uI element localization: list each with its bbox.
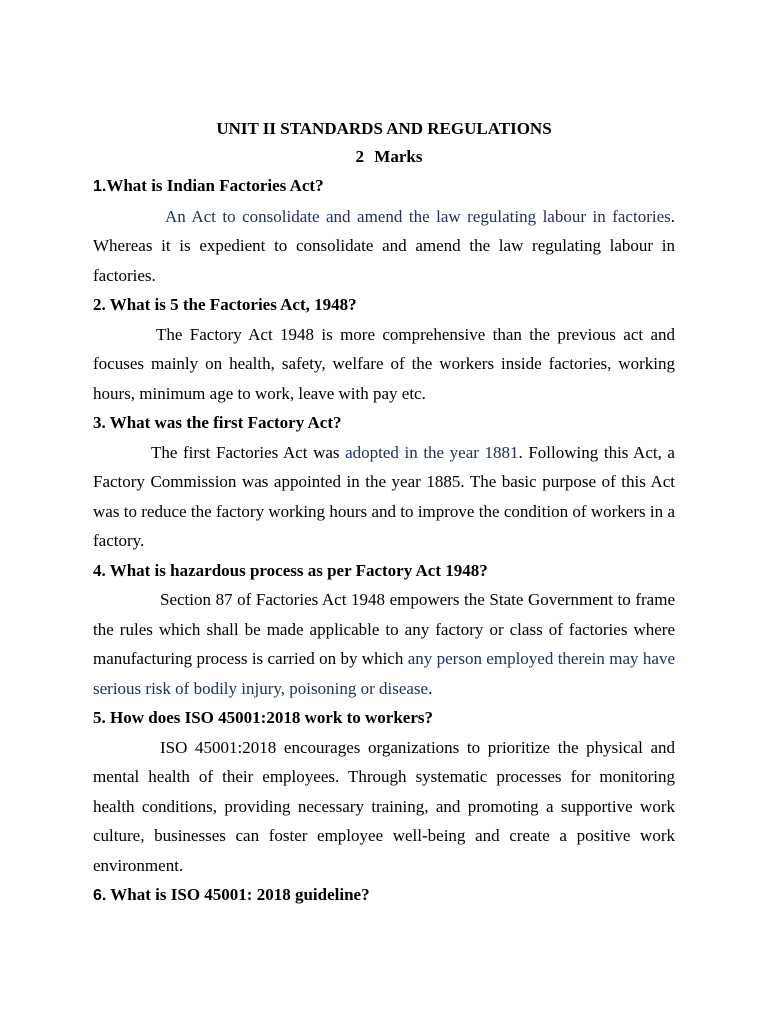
answer-2: The Factory Act 1948 is more comprehensive than the previous act and focuses mainly on health, safety, welfare of the workers inside factories, working hours, minimum age to work, leave with pay etc. [93, 324, 675, 403]
question-6-text: What is ISO 45001: 2018 guideline? [110, 885, 370, 904]
question-3: 3. What was the first Factory Act? [93, 413, 342, 432]
answer-4 [93, 585, 675, 703]
answer-1-rest: . Whereas it is expedient to consolidate and amend the law regulating labour in factories. [93, 206, 675, 285]
answer-3 [93, 438, 675, 556]
question-4: 4. What is hazardous process as per Factory Act 1948? [93, 560, 488, 580]
answer-1-highlight: An Act to consolidate and amend the law regulating labour in factories [165, 206, 671, 226]
question-1-number: 1. [93, 178, 107, 195]
question-2: 2. What is 5 the Factories Act, 1948? [93, 295, 357, 314]
document-page [93, 115, 675, 911]
question-6 [93, 880, 675, 911]
answer-4-highlight: any person employed therein may have serious risk of bodily injury, poisoning or disease [93, 649, 675, 698]
question-5: 5. How does ISO 45001:2018 work to workers? [93, 708, 433, 727]
question-1 [93, 171, 675, 202]
answer-4-rest: . [428, 678, 433, 698]
answer-4-start: Section 87 of Factories Act 1948 empowers the State Government to frame the rules which shall be made applicable to any factory or class of factories where manufacturing process is carried on by which [93, 590, 675, 668]
unit-title: UNIT II STANDARDS AND REGULATIONS [216, 119, 552, 138]
answer-3-rest: . Following this Act, a Factory Commission was appointed in the year 1885. The basic purpose of this Act was to reduce the factory working hours and to improve the condition of workers in a factory. [93, 442, 675, 550]
answer-5: ISO 45001:2018 encourages organizations to prioritize the physical and mental health of their employees. Through systematic processes for monitoring health conditions, providing necessary training, and promoting a supportive work culture, businesses can foster employee well-being and create a positive work environment. [93, 737, 675, 875]
question-1-text: What is Indian Factories Act? [106, 176, 324, 195]
answer-3-start: The first Factories Act was [151, 442, 346, 462]
question-6-number: 6. [93, 887, 107, 904]
answer-3-highlight: adopted in the year 1881 [345, 442, 519, 462]
marks-heading: 2 Marks [355, 147, 423, 166]
answer-1 [93, 202, 675, 291]
